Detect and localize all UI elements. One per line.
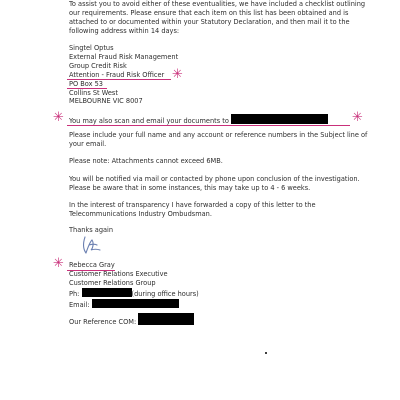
attachments-note: Please note: Attachments cannot exceed 6MB.: [69, 157, 223, 165]
asterisk-annotation-icon: ✳: [352, 110, 363, 125]
scan-email-underline: [67, 125, 350, 126]
attention-underline: [67, 79, 171, 80]
mailing-address: Singtel Optus External Fraud Risk Management Group Credit Risk Attention - Fraud Risk Officer PO Box 53 Collins St West MELBOURNE VIC 8007: [69, 44, 391, 106]
redacted-phone-number: [82, 288, 132, 297]
signature-image: [80, 234, 108, 256]
attention-line: Attention - Fraud Risk Officer: [69, 70, 165, 79]
scan-email-line: You may also scan and email your documents to: [69, 114, 391, 126]
transparency-paragraph: In the interest of transparency I have forwarded a copy of this letter to the Telecommunications Industry Ombudsman.: [69, 201, 316, 218]
redacted-email-address: [231, 114, 328, 124]
phone-line: Ph: (during office hours): [69, 289, 199, 298]
signatory-group: Customer Relations Group: [69, 278, 156, 287]
asterisk-annotation-icon: ✳: [172, 67, 183, 82]
redacted-reference-number: [138, 313, 194, 325]
po-box-underline: [67, 88, 107, 89]
intro-paragraph: To assist you to avoid either of these eventualities, we have included a checklist outlining our requirements. Please ensure that each item on this list has been obtained and is attached to or documented within your Statutory Declaration, and then mail it to the following address within 14 days:: [69, 0, 366, 35]
asterisk-annotation-icon: ✳: [53, 110, 64, 125]
closing-line: Thanks again: [69, 226, 114, 234]
notification-paragraph: You will be notified via mail or contacted by phone upon conclusion of the investigation. Please be aware that in some instances, this may take up to 4 - 6 weeks.: [69, 175, 360, 192]
email-line: Email:: [69, 299, 391, 310]
asterisk-annotation-icon: ✳: [53, 256, 64, 271]
signatory-title: Customer Relations Executive: [69, 269, 168, 278]
include-details-paragraph: Please include your full name and any account or reference numbers in the Subject line of your email.: [69, 131, 368, 148]
page-speck: [265, 352, 267, 354]
signature-block: [69, 261, 391, 310]
name-underline: [67, 270, 115, 271]
redacted-email: [92, 299, 179, 308]
reference-line: Our Reference COM:: [69, 313, 391, 327]
signatory-name: Rebecca Gray: [69, 261, 115, 269]
